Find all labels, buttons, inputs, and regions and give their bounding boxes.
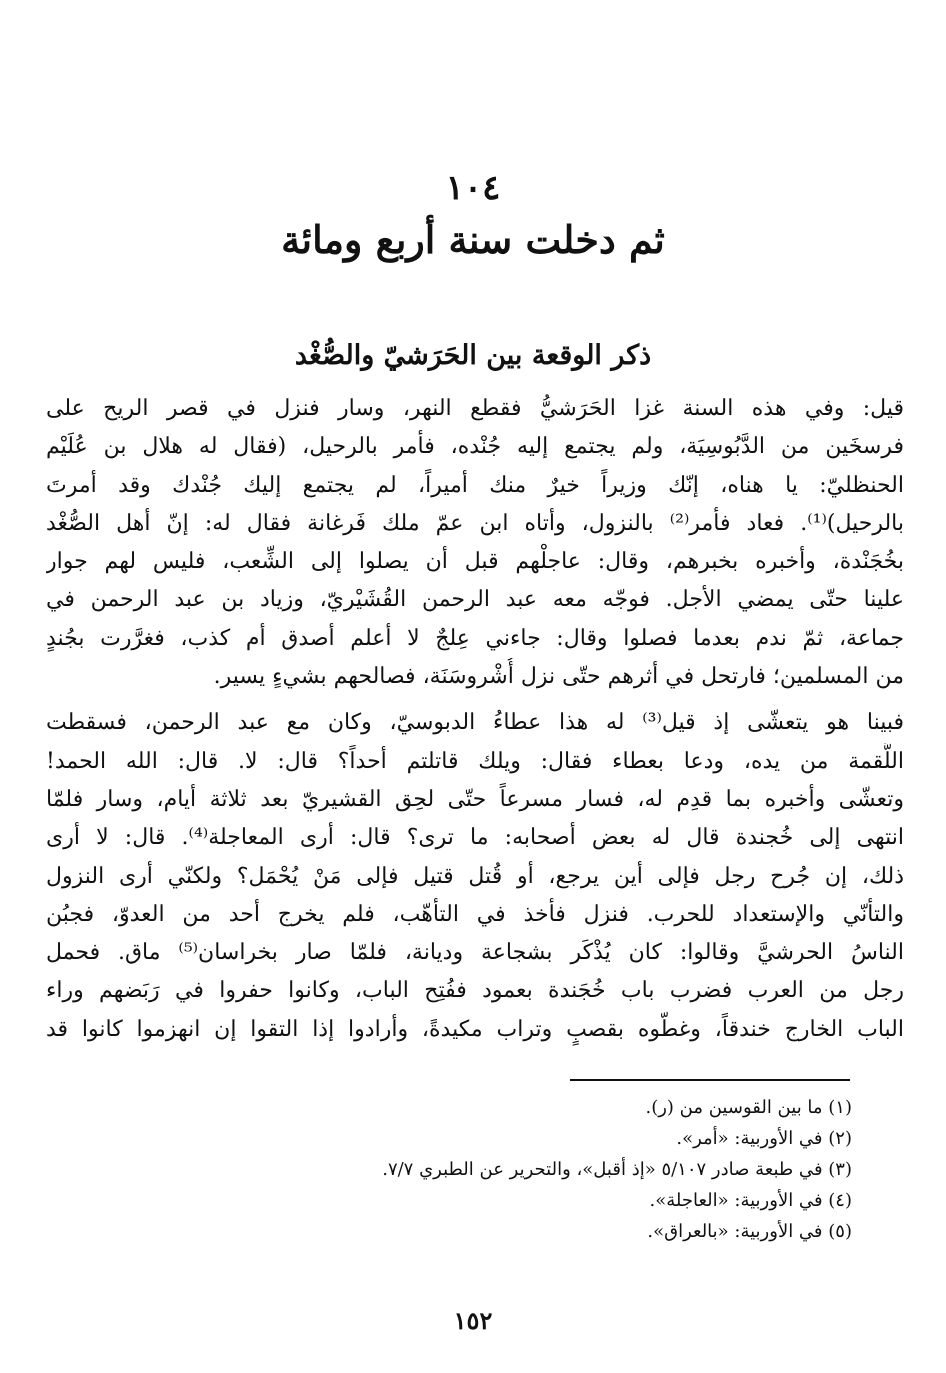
paragraph-1 — [46, 390, 904, 696]
text-line: والتأنّي والإستعداد للحرب. فنزل فأخذ في التأهّب، فلم يخرج أحد من العدوّ، فجبُن — [46, 901, 904, 927]
text-line: بخُجَنْدة، وأخبره بخبرهم، وقال: عاجلْهم قبل أن يصلوا إلى الشِّعب، فليس لهم جوار — [46, 549, 904, 575]
footnote: (٥) في الأوربية: «بالعراق». — [647, 1221, 852, 1242]
text-line: جماعة، ثمّ ندم بعدما فصلوا وقال: جاءني عِلجٌ لا أعلم أصدق أم كذب، فغرَّرت بجُندٍ — [46, 625, 904, 651]
section-heading: ذكر الوقعة بين الحَرَشيّ والصُّغْد — [294, 340, 652, 371]
paragraph-2 — [46, 704, 904, 1049]
footnotes — [46, 1092, 852, 1247]
footnote-divider — [570, 1079, 850, 1081]
text-line: بالرحيل)⁽¹⁾. فعاد فأمر⁽²⁾ بالنزول، وأتاه ابن عمّ ملك فَرغانة فقال له: إنّ أهل الصُّغْد — [46, 510, 904, 536]
chapter-number: ١٠٤ — [445, 168, 501, 208]
footnote: (٢) في الأوربية: «أمر». — [676, 1128, 852, 1149]
text-line: رجل من العرب فضرب باب خُجَندة بعمود ففُتِح الباب، وكانوا حفروا في رَبَضهم وراء — [46, 978, 904, 1004]
text-line: الباب الخارج خندقاً، وغطّوه بقصبٍ وتراب مكيدةً، وأرادوا إذا التقوا إن انهزموا كانوا قد — [46, 1016, 904, 1042]
page-number: ١٥٢ — [453, 1306, 493, 1335]
text-line: اللُّقمة من يده، ودعا بعطاء فقال: ويلك قاتلتم أحداً؟ قال: لا. قال: الله الحمد! — [46, 748, 904, 774]
text-line: وتعشّى وأخبره بما قدِم له، فسار مسرعاً حتّى لحِق القشيريّ بعد ثلاثة أيام، وسار فلمّا — [46, 786, 904, 812]
text-line: ذلك، إن جُرح رجل فإلى أين يرجع، أو قُتل قتيل فإلى مَنْ يُحْمَل؟ ولكنّي أرى النزول — [46, 863, 904, 889]
text-line: فبينا هو يتعشّى إذ قيل⁽³⁾ له هذا عطاءُ الدبوسيّ، وكان مع عبد الرحمن، فسقطت — [46, 710, 904, 736]
text-line: فرسخَين من الدَّبُوسِيَة، ولم يجتمع إليه جُنْده، فأمر بالرحيل، (فقال له هلال بن عُلَيْم — [46, 434, 904, 460]
footnote: (٣) في طبعة صادر ٥/١٠٧ «إذ أقبل»، والتحرير عن الطبري ٧/٧. — [382, 1159, 852, 1180]
text-line: من المسلمين؛ فارتحل في أثرهم حتّى نزل أُشْروسَنَة، فصالحهم بشيءٍ يسير. — [213, 664, 904, 690]
chapter-title: ثم دخلت سنة أربع ومائة — [281, 217, 665, 262]
text-line: الناسُ الحرشيَّ وقالوا: كان يُذْكَر بشجاعة وديانة، فلمّا صار بخراسان⁽⁵⁾ ماق. فحمل — [46, 940, 904, 966]
footnote: (٤) في الأوربية: «العاجلة». — [649, 1190, 852, 1211]
text-line: قيل: وفي هذه السنة غزا الحَرَشيُّ فقطع النهر، وسار فنزل في قصر الريح على — [46, 396, 904, 421]
text-line: انتهى إلى خُجندة قال له بعض أصحابه: ما ترى؟ قال: أرى المعاجلة⁽⁴⁾. قال: لا أرى — [46, 825, 904, 851]
body-text — [46, 390, 904, 1049]
footnote: (١) ما بين القوسين من (ر). — [645, 1097, 852, 1118]
text-line: علينا حتّى يمضي الأجل. فوجّه معه عبد الرحمن القُشَيْريّ، وزياد بن عبد الرحمن في — [46, 587, 904, 613]
text-line: الحنظليّ: يا هناه، إنّك وزيراً خيرٌ منك أميراً، لم يجتمع إليك جُنْدك وقد أمرتَ — [46, 472, 904, 498]
